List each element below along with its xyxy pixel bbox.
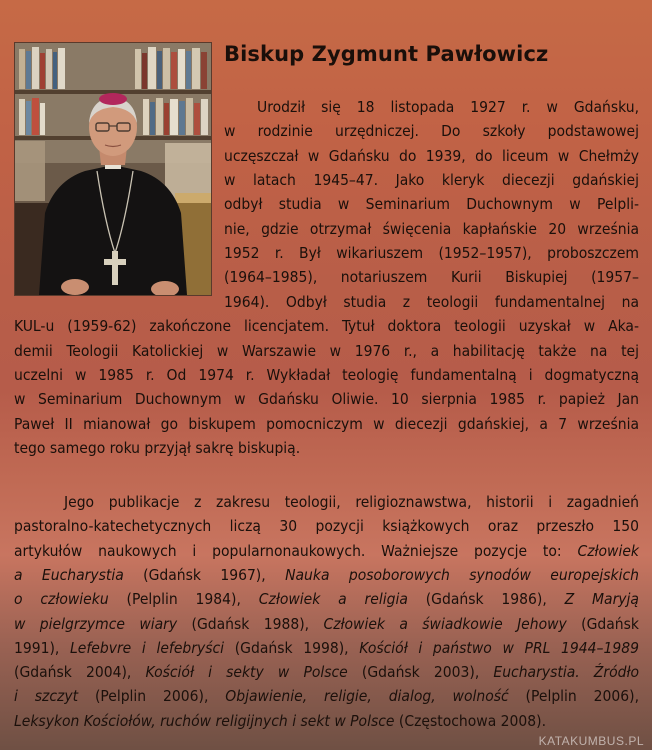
book-title: Człowiek a religia <box>258 590 408 609</box>
book-title: o człowieku <box>14 590 109 609</box>
text-run: (Gdańsk 1988), <box>177 614 324 633</box>
bio-line: Urodził się 18 listopada 1927 r. w Gdańsku, <box>257 98 639 116</box>
book-title: Leksykon Kościołów, ruchów religijnych i sekt w Polsce <box>14 711 395 730</box>
bio-line: 1952 r. Był wikariuszem (1952–1957), proboszczem <box>224 244 639 263</box>
bio-line: w latach 1945–47. Jako kleryk diecezji gdańskiej <box>224 171 639 190</box>
bio-line: (1964–1985), notariuszem Kurii Biskupiej (1957– <box>224 268 639 287</box>
bio-line: odbył studia w Seminarium Duchownym w Pelpli- <box>224 195 639 214</box>
page-title: Biskup Zygmunt Pawłowicz <box>224 42 549 66</box>
book-title: Eucharystia. Źródło <box>493 663 640 682</box>
book-title: Lefebvre i lefebryści <box>70 638 225 657</box>
publication-line <box>14 587 639 611</box>
book-title: Nauka posoborowych synodów europejskich <box>285 565 639 584</box>
book-title: Z Maryją <box>564 590 639 609</box>
publication-line <box>14 539 639 563</box>
bio-line: w Seminarium Duchownym w Gdańsku Oliwie. 10 sierpnia 1985 r. papież Jan <box>14 390 639 409</box>
text-run: artykułów naukowych i popularnonaukowych. Ważniejsze pozycje to: <box>14 541 578 560</box>
text-run: (Gdańsk 1967), <box>123 565 286 584</box>
text-run: (Częstochowa 2008). <box>394 711 547 730</box>
text-run: (Pelplin 1984), <box>108 590 259 609</box>
book-title: Kościół i państwo w PRL 1944–1989 <box>359 638 639 657</box>
publication-line <box>14 514 639 538</box>
book-title: a Eucharystia <box>14 565 124 584</box>
text-run: pastoralno-katechetycznych liczą 30 pozycji książkowych oraz przeszło 150 <box>14 517 639 536</box>
publication-line <box>14 660 639 684</box>
book-title: i szczyt <box>14 687 79 706</box>
text-run: 1991), <box>14 638 71 657</box>
publication-line <box>14 636 639 660</box>
bio-line: 1964). Odbył studia z teologii fundamentalnej na <box>224 292 639 311</box>
text-run: (Gdańsk 2003), <box>347 663 494 682</box>
book-title: Człowiek <box>577 541 639 560</box>
bio-line: tego samego roku przyjął sakrę biskupią. <box>14 438 301 457</box>
bio-line: Paweł II mianował go biskupem pomocniczym w diecezji gdańskiej, a 7 września <box>14 414 639 433</box>
text-run: Jego publikacje z zakresu teologii, religioznawstwa, historii i zagadnień <box>64 493 639 511</box>
text-run: (Pelplin 2006), <box>78 687 226 706</box>
bio-line: demii Teologii Katolickiej w Warszawie w 1976 r., a habilitację także na tej <box>14 341 639 360</box>
book-title: Objawienie, religie, dialog, wolność <box>225 687 509 706</box>
book-title: Kościół i sekty w Polsce <box>145 663 348 682</box>
text-run: (Pelplin 2006), <box>508 687 640 706</box>
publication-line <box>14 563 639 587</box>
publication-line <box>14 612 639 636</box>
book-title: Człowiek a świadkowie Jehowy <box>323 614 567 633</box>
watermark: KATAKUMBUS.PL <box>538 734 644 748</box>
bio-line: nie, gdzie otrzymał święcenia kapłańskie 20 września <box>224 219 639 238</box>
publication-line <box>14 709 639 733</box>
publication-line <box>14 684 639 708</box>
publication-line <box>64 490 639 514</box>
text-run: (Gdańsk <box>566 614 639 633</box>
portrait-photo-icon <box>15 43 211 295</box>
text-run: (Gdańsk 2004), <box>14 663 146 682</box>
bio-line: KUL-u (1959-62) zakończone licencjatem. Tytuł doktora teologii uzyskał w Aka- <box>14 317 639 336</box>
book-title: w pielgrzymce wiary <box>14 614 178 633</box>
text-run: (Gdańsk 1998), <box>224 638 360 657</box>
bio-line: uczelni w 1985 r. Od 1974 r. Wykładał teologię fundamentalną i dogmatyczną <box>14 365 639 384</box>
portrait-photo <box>14 42 212 296</box>
text-run: (Gdańsk 1986), <box>407 590 565 609</box>
bio-line: uczęszczał w Gdańsku do 1939, do liceum w Chełmży <box>224 146 639 165</box>
bio-line: w rodzinie urzędniczej. Do szkoły podstawowej <box>224 122 639 141</box>
